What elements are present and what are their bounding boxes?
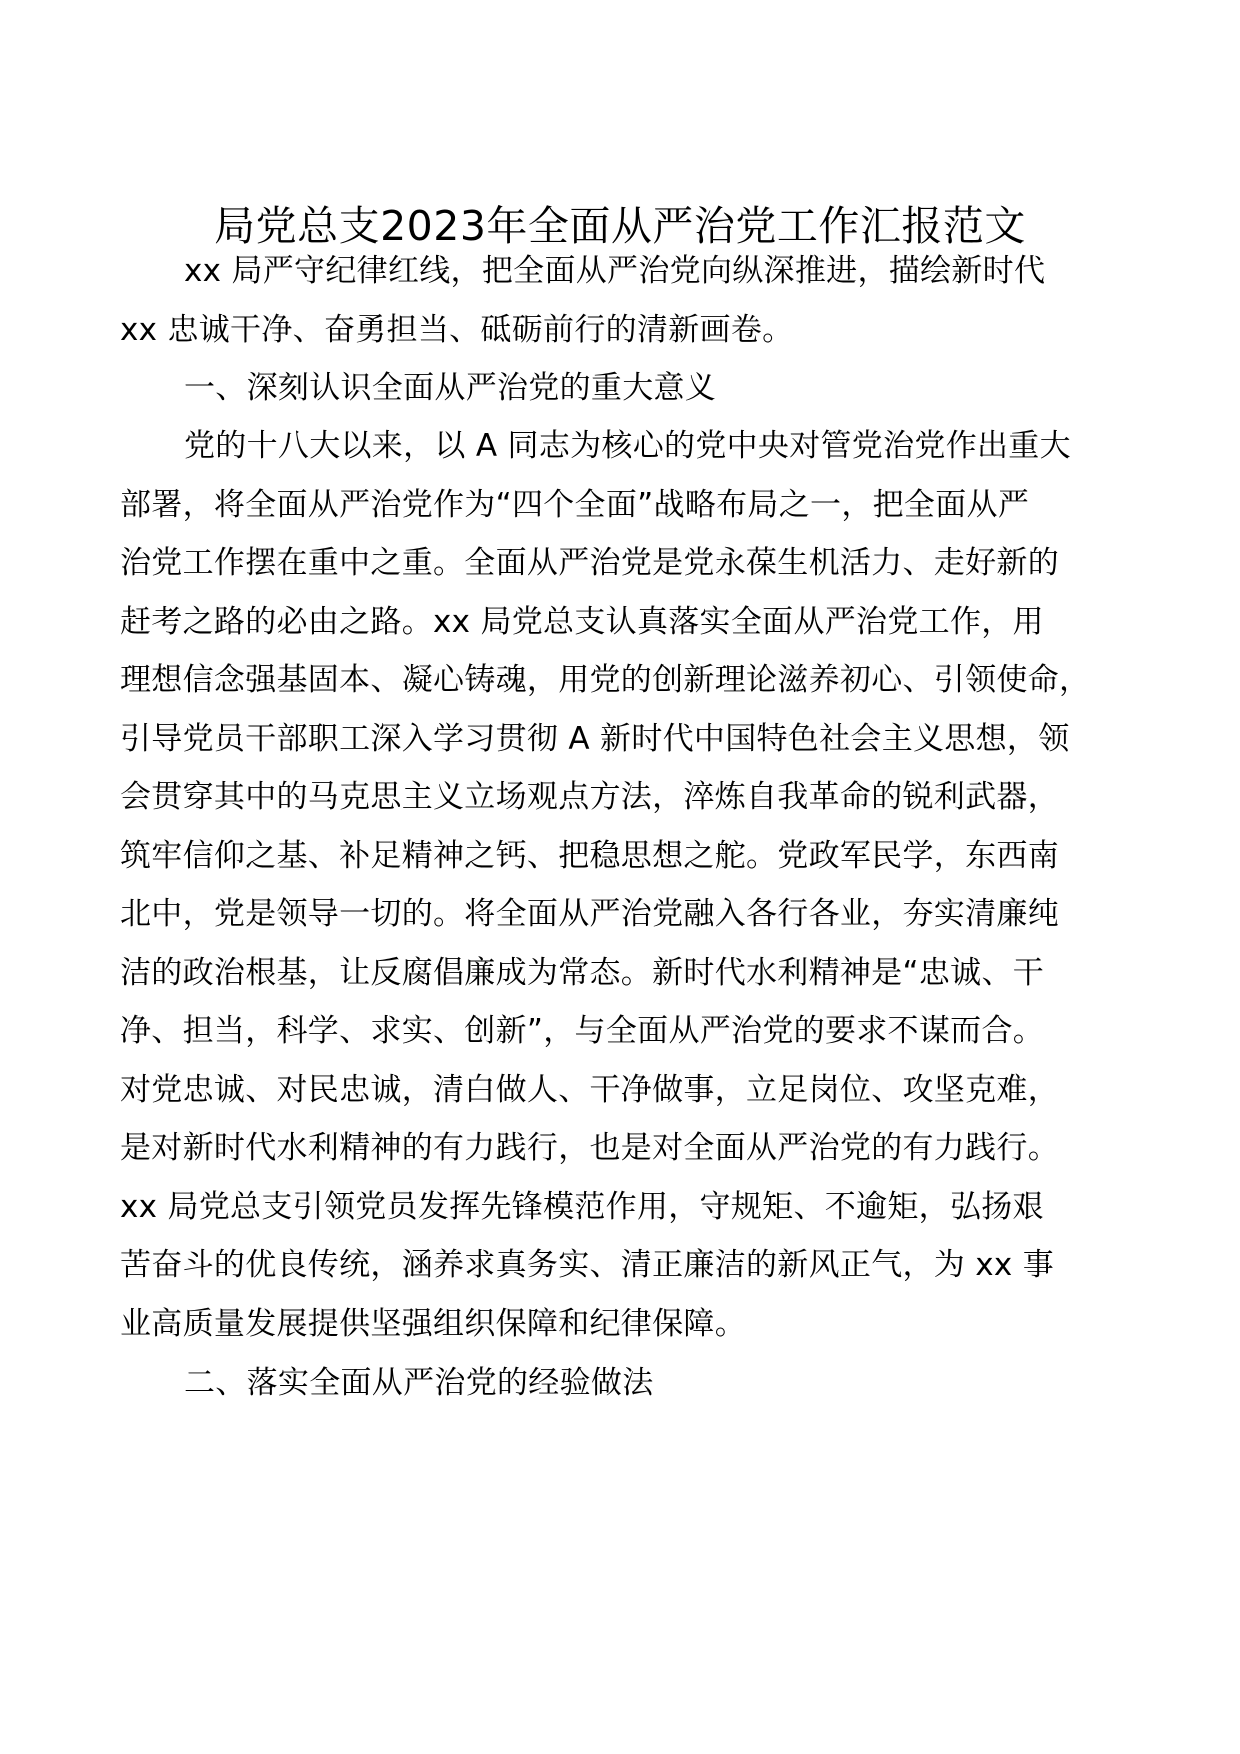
paragraph-line: 引导党员干部职工深入学习贯彻 A 新时代中国特色社会主义思想，领	[120, 720, 1070, 757]
paragraph-line: 对党忠诚、对民忠诚，清白做人、干净做事，立足岗位、攻坚克难，	[120, 1071, 1059, 1108]
paragraph-line: xx 局严守纪律红线，把全面从严治党向纵深推进，描绘新时代	[184, 253, 1046, 289]
paragraph-line: 赶考之路的必由之路。xx 局党总支认真落实全面从严治党工作，用	[120, 603, 1044, 640]
paragraph-line: 北中，党是领导一切的。将全面从严治党融入各行各业，夯实清廉纯	[120, 896, 1059, 932]
document-title: 局党总支2023年全面从严治党工作汇报范文	[214, 202, 1026, 250]
paragraph-line: 业高质量发展提供坚强组织保障和纪律保障。	[120, 1305, 746, 1342]
intro-paragraph	[120, 242, 1140, 359]
paragraph-line: 部署，将全面从严治党作为“四个全面”战略布局之一，把全面从严	[120, 486, 1030, 523]
paragraph-line: 会贯穿其中的马克思主义立场观点方法，淬炼自我革命的锐利武器，	[120, 779, 1059, 815]
paragraph-line: 洁的政治根基，让反腐倡廉成为常态。新时代水利精神是“忠诚、干	[120, 954, 1045, 991]
paragraph-line: 筑牢信仰之基、补足精神之钙、把稳思想之舵。党政军民学，东西南	[120, 837, 1059, 874]
paragraph-line: 净、担当，科学、求实、创新”，与全面从严治党的要求不谋而合。	[120, 1013, 1045, 1049]
paragraph-line: 理想信念强基固本、凝心铸魂，用党的创新理论滋养初心、引领使命，	[120, 662, 1091, 698]
paragraph-line: xx 局党总支引领党员发挥先锋模范作用，守规矩、不逾矩，弘扬艰	[120, 1188, 1044, 1225]
paragraph-line: xx 忠诚干净、奋勇担当、砥砺前行的清新画卷。	[120, 311, 794, 348]
section-heading-2: 二、落实全面从严治党的经验做法	[184, 1365, 654, 1401]
paragraph-line: 治党工作摆在重中之重。全面从严治党是党永葆生机活力、走好新的	[120, 545, 1059, 581]
body-paragraph	[120, 417, 1140, 1353]
section-heading-1: 一、深刻认识全面从严治党的重大意义	[184, 370, 717, 406]
paragraph-line: 党的十八大以来，以 A 同志为核心的党中央对管党治党作出重大	[184, 428, 1071, 464]
paragraph-line: 是对新时代水利精神的有力践行，也是对全面从严治党的有力践行。	[120, 1130, 1059, 1166]
paragraph-line: 苦奋斗的优良传统，涵养求真务实、清正廉洁的新风正气，为 xx 事	[120, 1247, 1054, 1283]
